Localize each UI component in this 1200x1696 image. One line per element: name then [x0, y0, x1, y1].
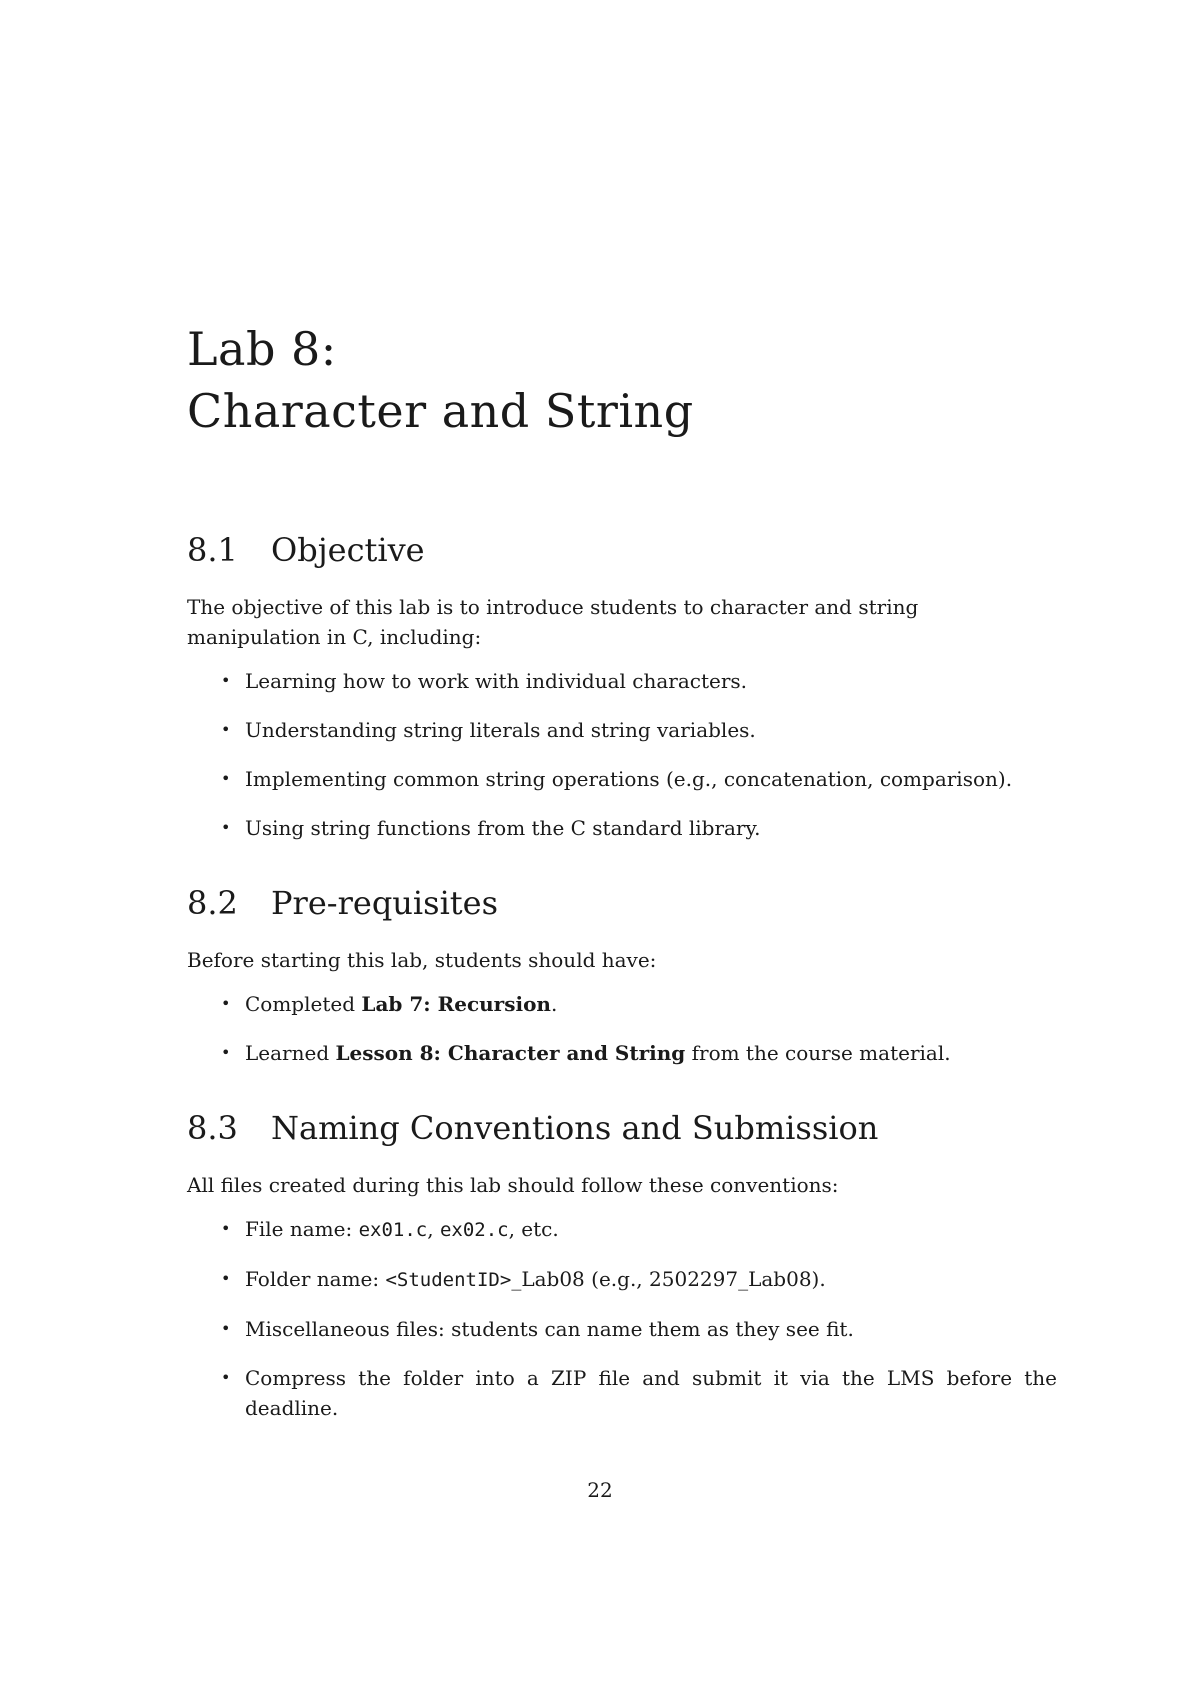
section-title: Pre-requisites: [271, 884, 499, 922]
bullet-icon: •: [221, 1043, 231, 1062]
list-item: • Understanding string literals and string variables.: [245, 715, 1057, 745]
list-item: • Completed Lab 7: Recursion.: [245, 989, 1057, 1019]
objective-intro: The objective of this lab is to introduce students to character and string manipulation in C, including:: [187, 595, 919, 649]
bullet-icon: •: [221, 1219, 231, 1238]
list-item: • Implementing common string operations (e.g., concatenation, comparison).: [245, 764, 1057, 794]
section-heading-objective: [187, 530, 1057, 570]
chapter-title: [187, 318, 1057, 442]
section-title: Naming Conventions and Submission: [271, 1109, 879, 1147]
prerequisites-list: [187, 989, 1057, 1068]
page-content: [187, 318, 1057, 1442]
bullet-icon: •: [221, 769, 231, 788]
chapter-title-line2: Character and String: [187, 384, 694, 438]
naming-list: [187, 1214, 1057, 1423]
bullet-icon: •: [221, 994, 231, 1013]
list-item: • Learned Lesson 8: Character and String from the course material.: [245, 1038, 1057, 1068]
section-heading-prerequisites: [187, 883, 1057, 923]
bullet-icon: •: [221, 1319, 231, 1338]
page-number: 22: [587, 1478, 613, 1502]
prerequisites-intro: Before starting this lab, students should have:: [187, 948, 657, 972]
chapter-title-line1: Lab 8:: [187, 322, 337, 376]
bullet-icon: •: [221, 720, 231, 739]
naming-intro: All files created during this lab should follow these conventions:: [187, 1173, 839, 1197]
list-item: • Learning how to work with individual characters.: [245, 666, 1057, 696]
list-item: • Folder name: <StudentID>_Lab08 (e.g., 2502297_Lab08).: [245, 1264, 1057, 1295]
section-number: 8.1: [187, 531, 238, 569]
section-number: 8.2: [187, 884, 238, 922]
bullet-icon: •: [221, 818, 231, 837]
objective-list: [187, 666, 1057, 843]
list-item: • File name: ex01.c, ex02.c, etc.: [245, 1214, 1057, 1245]
section-title: Objective: [271, 531, 425, 569]
bullet-icon: •: [221, 1368, 231, 1387]
section-heading-naming-conventions: [187, 1108, 1057, 1148]
list-item: • Miscellaneous files: students can name them as they see fit.: [245, 1314, 1057, 1344]
code-folder: <StudentID>: [385, 1269, 512, 1291]
list-item: • Compress the folder into a ZIP file and submit it via the LMS before the deadline.: [245, 1363, 1057, 1423]
code-filename: ex01.c: [358, 1219, 428, 1241]
bullet-icon: •: [221, 671, 231, 690]
bullet-icon: •: [221, 1269, 231, 1288]
list-item: • Using string functions from the C standard library.: [245, 813, 1057, 843]
code-filename: ex02.c: [439, 1219, 509, 1241]
section-number: 8.3: [187, 1109, 238, 1147]
